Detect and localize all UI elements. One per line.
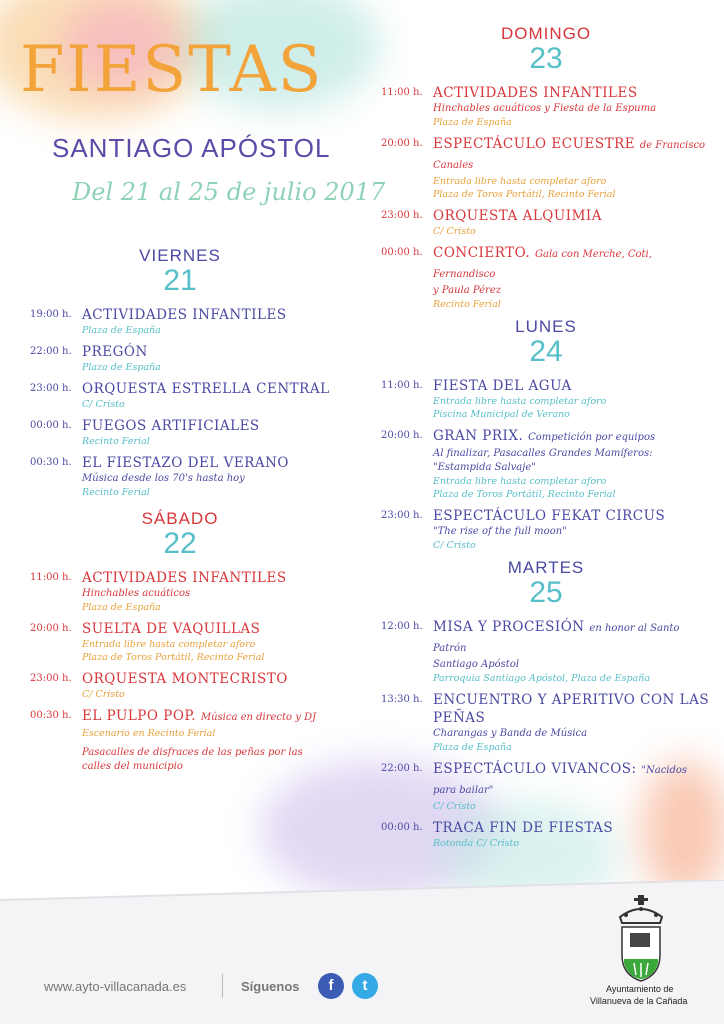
event-item	[30, 380, 330, 411]
event-item	[30, 306, 330, 337]
event-item	[381, 691, 711, 754]
event-title: FUEGOS ARTIFICIALES	[82, 418, 260, 434]
event-item	[381, 618, 711, 685]
event-item	[381, 244, 711, 311]
event-title: ORQUESTA ESTRELLA CENTRAL	[82, 381, 330, 397]
event-title: ACTIVIDADES INFANTILES	[82, 307, 287, 323]
event-title: GRAN PRIX.	[433, 428, 524, 444]
org-name-line1: Ayuntamiento de	[606, 984, 674, 994]
page-subtitle: SANTIAGO APÓSTOL	[52, 133, 331, 163]
event-location: Entrada libre hasta completar aforo Piscina Municipal de Verano	[433, 396, 607, 420]
coat-of-arms-logo	[614, 893, 668, 983]
event-time: 20:00 h.	[30, 623, 72, 634]
event-item	[381, 377, 711, 421]
event-location: Plaza de España	[82, 602, 161, 613]
event-location: Entrada libre hasta completar aforo Plaza de Toros Portátil, Recinto Ferial	[433, 176, 616, 200]
event-location: Plaza de España	[433, 117, 512, 128]
event-title-note: en honor al Santo Patrón	[433, 623, 680, 654]
event-location: C/ Cristo	[433, 801, 476, 812]
event-location: C/ Cristo	[433, 540, 476, 551]
event-item	[30, 746, 330, 774]
website-link[interactable]: www.ayto-villacanada.es	[44, 979, 187, 994]
event-title: ESPECTÁCULO VIVANCOS:	[433, 761, 637, 777]
event-item	[381, 207, 711, 238]
event-title: ENCUENTRO Y APERITIVO CON LAS PEÑAS	[433, 692, 710, 726]
event-item	[381, 135, 711, 201]
event-location: Parroquia Santiago Apóstol, Plaza de España	[433, 673, 650, 684]
event-time: 12:00 h.	[381, 621, 423, 632]
event-location: Rotonda C/ Cristo	[433, 838, 520, 849]
event-location: Recinto Ferial	[82, 436, 150, 447]
event-time: 13:30 h.	[381, 694, 423, 705]
event-item	[381, 760, 711, 813]
footer-divider	[222, 974, 223, 998]
event-time: 11:00 h.	[381, 87, 423, 98]
event-title: ACTIVIDADES INFANTILES	[82, 570, 287, 586]
facebook-icon[interactable]: f	[318, 973, 344, 999]
event-description: Música desde los 70's hasta hoy	[82, 473, 245, 484]
event-title: ESPECTÁCULO FEKAT CIRCUS	[433, 508, 666, 524]
event-title: MISA Y PROCESIÓN	[433, 619, 585, 635]
day-block	[30, 509, 330, 774]
event-description: "Estampida Salvaje"	[433, 462, 536, 473]
follow-label: Síguenos	[241, 979, 300, 994]
event-location: Escenario en Recinto Ferial	[82, 728, 216, 739]
event-time: 23:00 h.	[381, 210, 423, 221]
day-name: VIERNES	[139, 246, 221, 265]
event-title-note: de Francisco Canales	[433, 140, 706, 171]
day-number: 22	[163, 527, 197, 560]
event-title: PREGÓN	[82, 344, 148, 360]
event-location: Entrada libre hasta completar aforo Plaza de Toros Portátil, Recinto Ferial	[82, 639, 265, 663]
event-item	[30, 417, 330, 448]
event-time: 19:00 h.	[30, 309, 72, 320]
event-time: 20:00 h.	[381, 430, 423, 441]
event-location: Recinto Ferial	[433, 299, 501, 310]
org-name-line2: Villanueva de la Cañada	[590, 996, 688, 1006]
event-item	[30, 707, 330, 740]
event-title-note: "Nacidos para bailar"	[433, 765, 688, 796]
date-range: Del 21 al 25 de julio 2017	[72, 178, 386, 206]
day-name: LUNES	[515, 317, 577, 336]
day-number: 23	[529, 42, 563, 75]
page-title: FIESTAS	[20, 33, 324, 107]
event-item	[381, 84, 711, 129]
event-title: ORQUESTA ALQUIMIA	[433, 208, 602, 224]
day-number: 25	[529, 576, 563, 609]
event-time: 23:00 h.	[30, 383, 72, 394]
event-title: ACTIVIDADES INFANTILES	[433, 85, 638, 101]
event-location: Recinto Ferial	[82, 487, 150, 498]
event-time: 23:00 h.	[381, 510, 423, 521]
day-number: 24	[529, 335, 563, 368]
event-time: 00:00 h.	[381, 822, 423, 833]
event-title: FIESTA DEL AGUA	[433, 378, 572, 394]
day-name: MARTES	[507, 558, 585, 577]
event-item	[381, 507, 711, 552]
event-time: 00:00 h.	[381, 247, 423, 258]
event-time: 22:00 h.	[30, 346, 72, 357]
event-time: 00:00 h.	[30, 420, 72, 431]
event-location: Entrada libre hasta completar aforo Plaza de Toros Portátil, Recinto Ferial	[433, 476, 616, 500]
event-title: EL FIESTAZO DEL VERANO	[82, 455, 290, 471]
event-time: 20:00 h.	[381, 138, 423, 149]
event-description: y Paula Pérez	[433, 285, 502, 296]
event-description: Al finalizar, Pasacalles Grandes Mamíferos:	[433, 448, 653, 459]
event-description: Pasacalles de disfraces de las peñas por las calles del municipio	[82, 747, 303, 772]
day-block	[381, 24, 711, 311]
event-title: TRACA FIN DE FIESTAS	[433, 820, 614, 836]
event-time: 11:00 h.	[30, 572, 72, 583]
event-title: ESPECTÁCULO ECUESTRE	[433, 136, 636, 152]
event-item	[30, 454, 330, 499]
event-item	[381, 427, 711, 501]
event-title-note: Competición por equipos	[528, 432, 656, 443]
event-time: 00:30 h.	[30, 710, 72, 721]
event-description: Hinchables acuáticos y Fiesta de la Espuma	[433, 103, 657, 114]
event-title-note: Gala con Merche, Coti, Fernandisco	[433, 249, 652, 280]
event-location: Plaza de España	[82, 325, 161, 336]
event-time: 11:00 h.	[381, 380, 423, 391]
event-description: "The rise of the full moon"	[433, 526, 567, 537]
day-number: 21	[163, 264, 197, 297]
event-title-note: Música en directo y DJ	[200, 712, 317, 723]
event-time: 23:00 h.	[30, 673, 72, 684]
event-time: 00:30 h.	[30, 457, 72, 468]
event-title: ORQUESTA MONTECRISTO	[82, 671, 288, 687]
event-item	[30, 620, 330, 664]
event-item	[30, 670, 330, 701]
right-schedule-column	[381, 24, 711, 856]
event-location: C/ Cristo	[433, 226, 476, 237]
event-location: C/ Cristo	[82, 689, 125, 700]
day-block	[381, 317, 711, 552]
event-location: C/ Cristo	[82, 399, 125, 410]
event-title: EL PULPO POP.	[82, 708, 197, 724]
event-time: 22:00 h.	[381, 763, 423, 774]
day-block	[30, 246, 330, 499]
event-description: Charangas y Banda de Música	[433, 728, 588, 739]
twitter-icon[interactable]: t	[352, 973, 378, 999]
event-description: Santiago Apóstol	[433, 659, 520, 670]
day-name: SÁBADO	[141, 509, 219, 528]
event-item	[30, 569, 330, 614]
left-schedule-column	[30, 246, 330, 780]
event-location: Plaza de España	[433, 742, 512, 753]
event-location: Plaza de España	[82, 362, 161, 373]
day-name: DOMINGO	[500, 24, 592, 43]
day-block	[381, 558, 711, 850]
event-item	[30, 343, 330, 374]
event-description: Hinchables acuáticos	[82, 588, 191, 599]
event-title: SUELTA DE VAQUILLAS	[82, 621, 261, 637]
event-item	[381, 819, 711, 850]
event-title: CONCIERTO.	[433, 245, 531, 261]
